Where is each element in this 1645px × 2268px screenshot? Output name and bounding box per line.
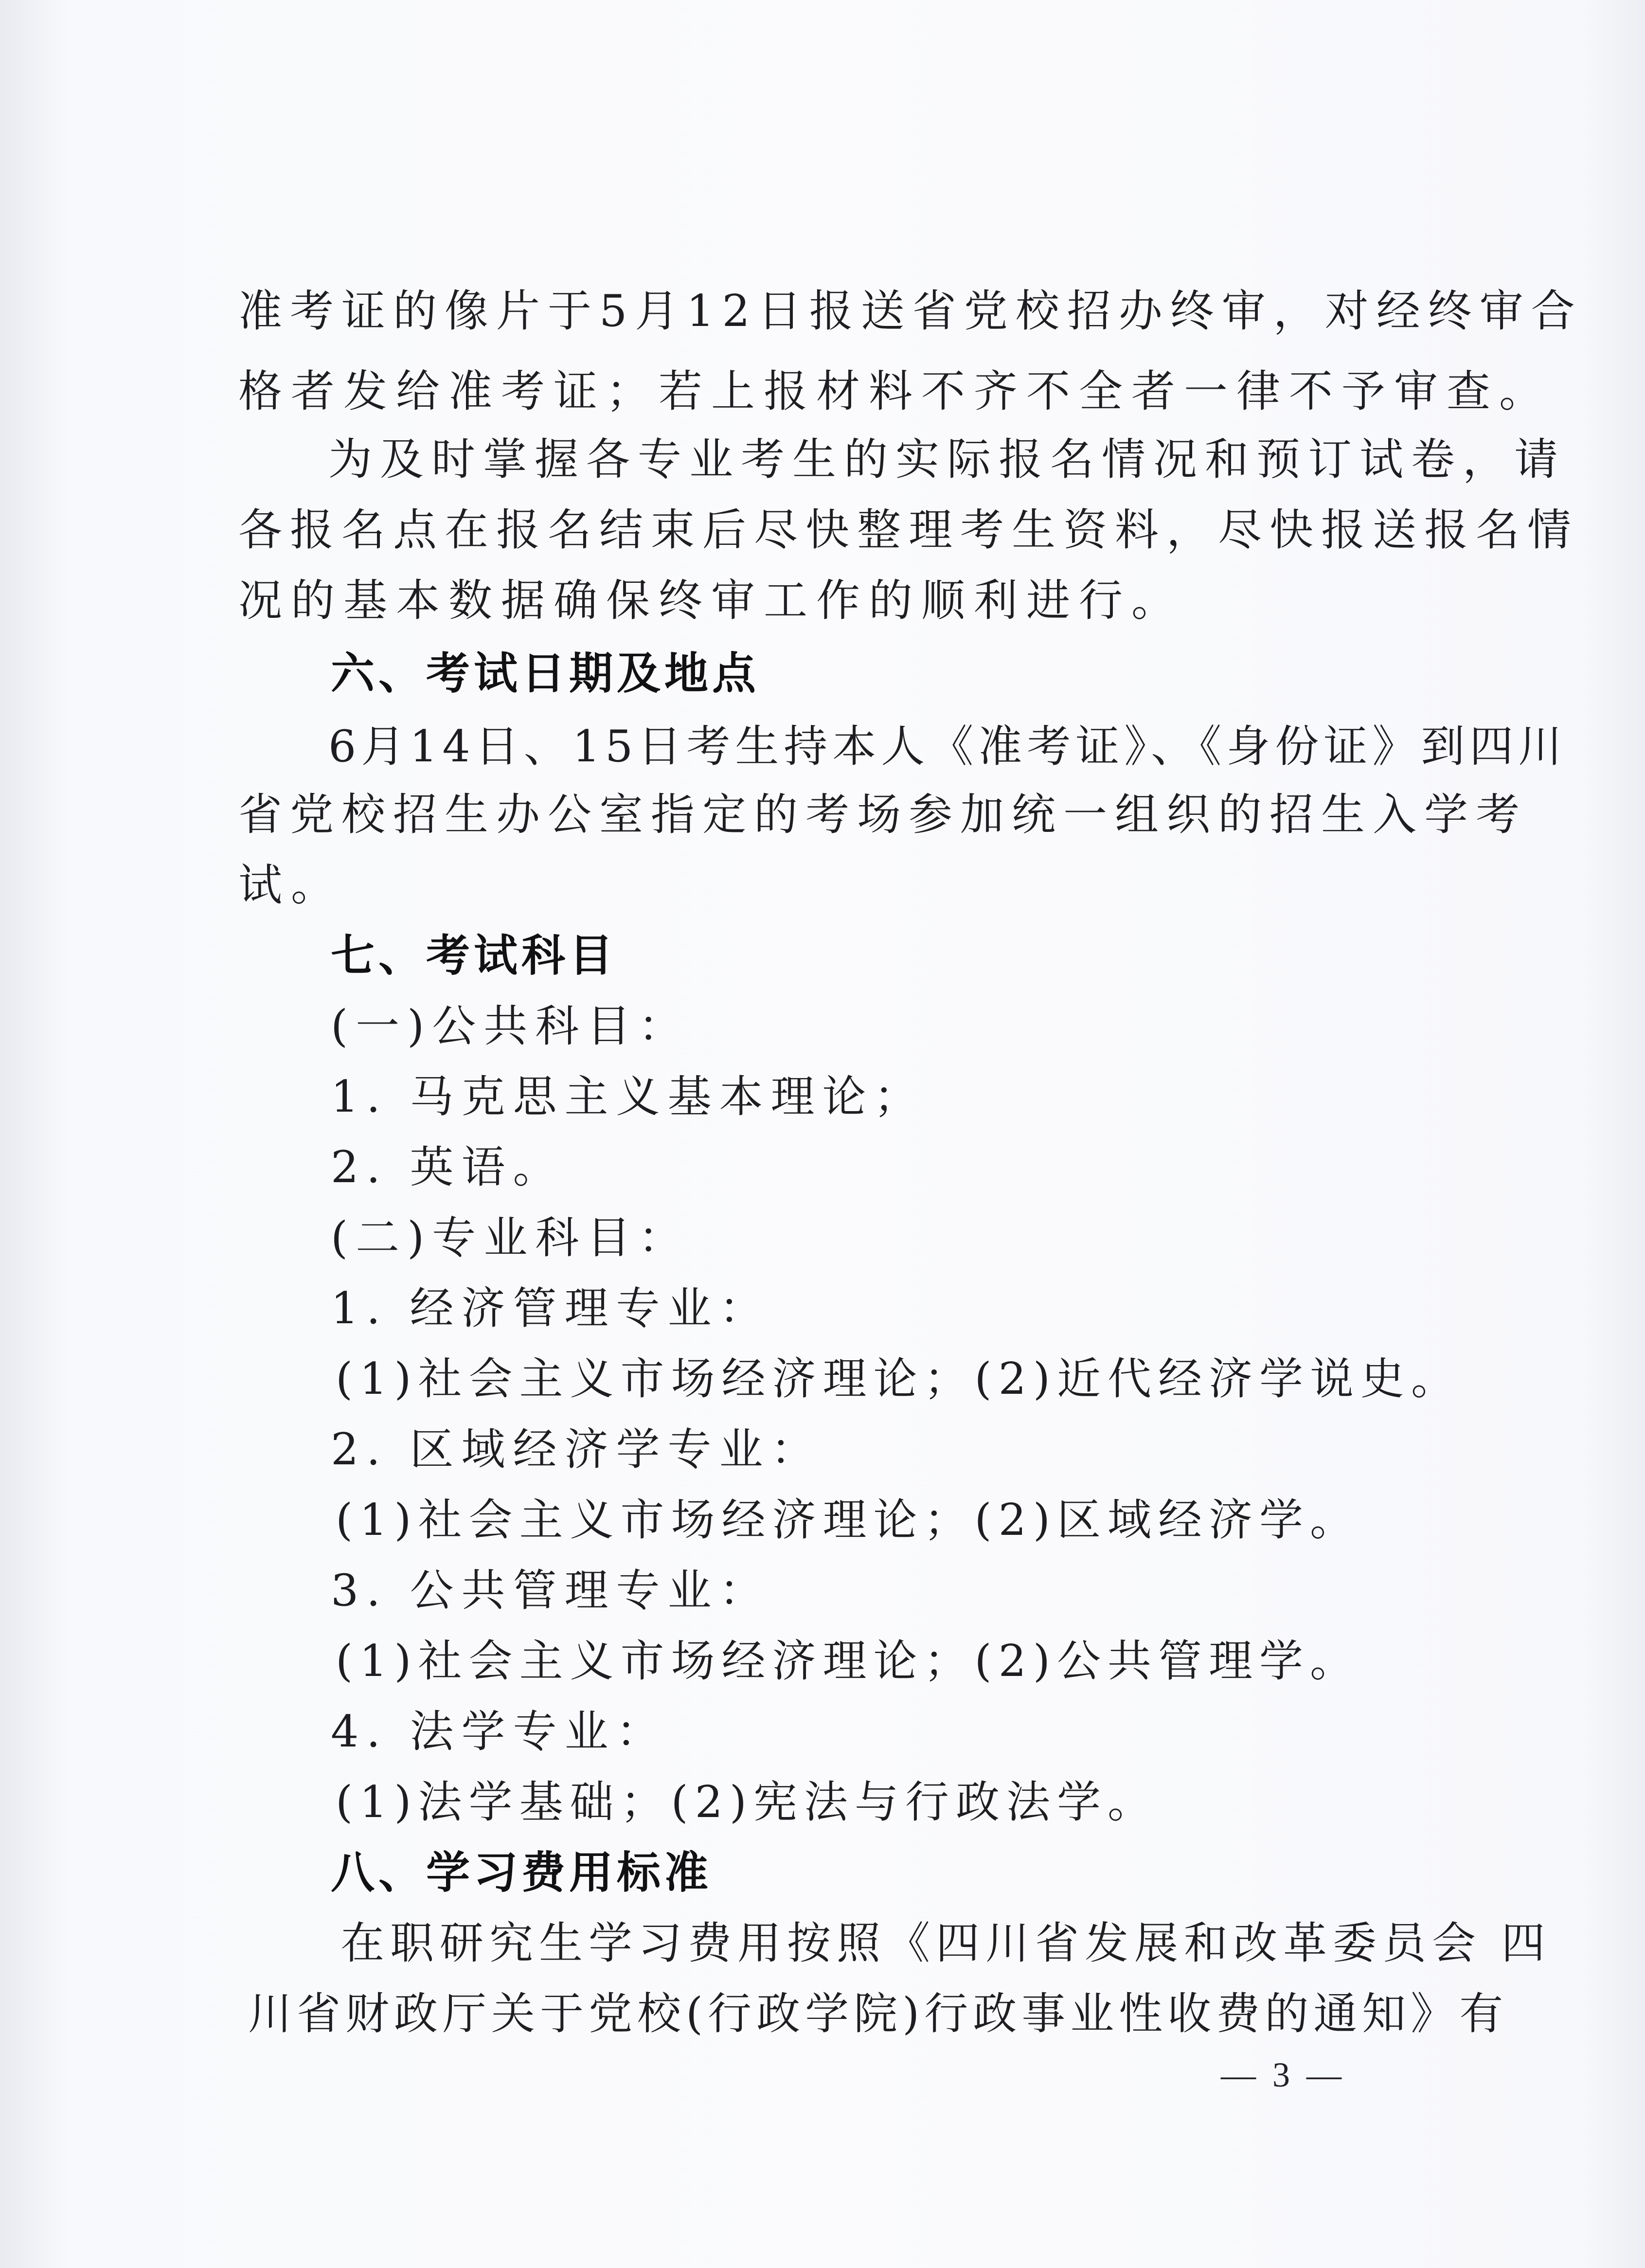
- paragraph-line: 为及时掌握各专业考生的实际报名情况和预订试卷，请: [328, 434, 1566, 485]
- paragraph-line: 6月14日、15日考生持本人《准考证》、《身份证》到四川: [328, 721, 1567, 772]
- paragraph-line: (二)专业科目：: [331, 1212, 690, 1263]
- paragraph-line: (一)公共科目：: [331, 1001, 690, 1052]
- paragraph-line: 各报名点在报名结束后尽快整理考生资料，尽快报送报名情: [238, 504, 1579, 556]
- paragraph-line: 3. 公共管理专业：: [331, 1565, 771, 1616]
- paragraph-line: 1. 马克思主义基本理论；: [331, 1071, 926, 1122]
- section-heading: 六、考试日期及地点: [331, 648, 760, 699]
- paragraph-line: 2. 区域经济学专业：: [331, 1424, 822, 1475]
- paragraph-line: 省党校招生办公室指定的考场参加统一组织的招生入学考: [238, 789, 1527, 840]
- paragraph-line: 况的基本数据确保终审工作的顺利进行。: [238, 575, 1184, 626]
- paragraph-line: 试。: [238, 860, 343, 911]
- paragraph-line: 川省财政厅关于党校(行政学院)行政事业性收费的通知》有: [248, 1988, 1508, 2039]
- paragraph-line: 1. 经济管理专业：: [331, 1283, 771, 1334]
- paragraph-line: 在职研究生学习费用按照《四川省发展和改革委员会 四: [340, 1918, 1551, 1969]
- paragraph-line: (1)社会主义市场经济理论；(2)公共管理学。: [336, 1636, 1360, 1687]
- page-number: — 3 —: [1221, 2055, 1345, 2094]
- paragraph-line: (1)社会主义市场经济理论；(2)近代经济学说史。: [336, 1353, 1462, 1404]
- paragraph-line: 4. 法学专业：: [331, 1706, 668, 1757]
- paragraph-line: (1)法学基础；(2)宪法与行政法学。: [336, 1777, 1158, 1828]
- section-heading: 七、考试科目: [331, 930, 617, 981]
- section-heading: 八、学习费用标准: [331, 1847, 712, 1898]
- paragraph-line: (1)社会主义市场经济理论；(2)区域经济学。: [336, 1494, 1360, 1546]
- paragraph-line: 2. 英语。: [331, 1142, 565, 1193]
- paragraph-line: 准考证的像片于5月12日报送省党校招办终审，对经终审合: [238, 286, 1583, 337]
- paragraph-line: 格者发给准考证；若上报材料不齐不全者一律不予审查。: [238, 366, 1552, 417]
